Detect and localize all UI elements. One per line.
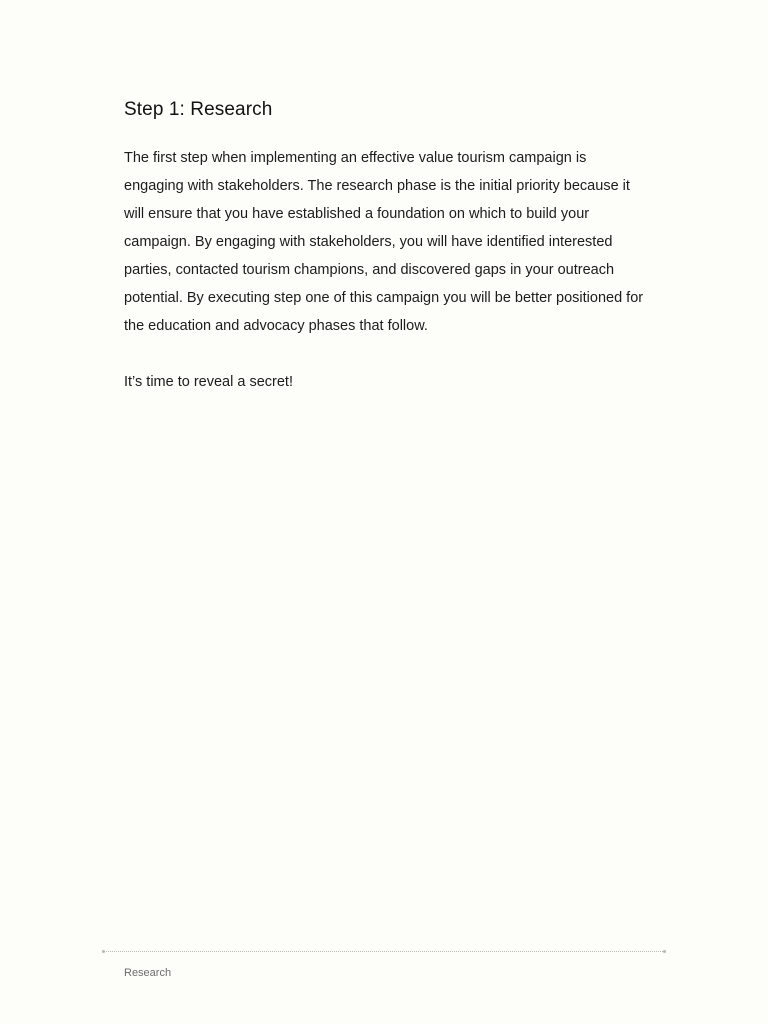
paragraph-intro: The first step when implementing an effective value tourism campaign is engaging with stakeholders. The research phase is the initial priority because it will ensure that you have established a foundation on which to build your campaign. By engaging with stakeholders, you will have identified interested parties, contacted tourism champions, and discovered gaps in your outreach potential. By executing step one of this campaign you will be better positioned for the education and advocacy phases that follow. — [124, 150, 644, 334]
page-title: Step 1: Research — [124, 99, 273, 120]
body-text — [124, 144, 644, 424]
footer-section-label: Research — [124, 967, 172, 979]
footer-divider — [103, 951, 665, 952]
paragraph-secret: It’s time to reveal a secret! — [124, 374, 293, 390]
